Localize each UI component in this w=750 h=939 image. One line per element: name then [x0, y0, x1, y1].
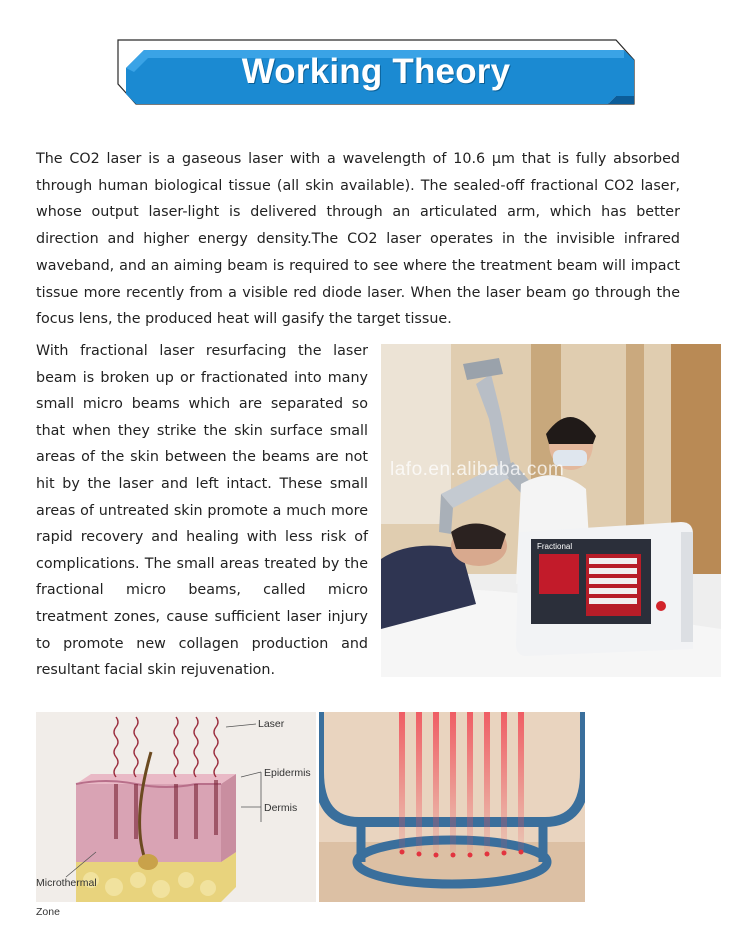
intro-paragraph: The CO2 laser is a gaseous laser with a wavelength of 10.6 μm that is fully absorbed through human biological tissue (all skin available). The sealed-off fractional CO2 laser, whose output laser-light is delivered through an articulated arm, which has better direction and higher energy density.The CO2 laser operates in the invisible infrared waveband, and an aiming beam is required to see where the treatment beam will impact tissue more recently from a visible red diode laser. When the laser beam go through the focus lens, the produced heat will gasify the target tissue.	[36, 151, 680, 328]
watermark: lafo.en.alibaba.com	[390, 459, 565, 480]
fractional-paragraph: With fractional laser resurfacing the laser beam is broken up or fractionated into many small micro beams which are separated so that when they strike the skin surface small areas of the skin between the beams are not hit by the laser and left intact. These small areas of untreated skin promote a much more rapid recovery and healing with less risk of complications. The small areas treated by the fractional micro beams, called micro treatment zones, cause sufficient laser injury to promote new collagen production and resultant facial skin rejuvenation.	[36, 343, 368, 679]
device-screen-title: Fractional	[537, 542, 573, 551]
fractional-beam-diagram	[319, 712, 585, 902]
label-dermis: Dermis	[264, 802, 298, 814]
treatment-photo	[381, 344, 721, 677]
label-zone: Zone	[36, 906, 60, 918]
title-banner	[116, 38, 636, 106]
label-epidermis: Epidermis	[264, 767, 311, 779]
label-microthermal: Microthermal	[36, 877, 97, 889]
skin-cross-section-diagram	[36, 712, 316, 902]
label-laser: Laser	[258, 718, 285, 730]
page-title: Working Theory	[241, 52, 511, 91]
